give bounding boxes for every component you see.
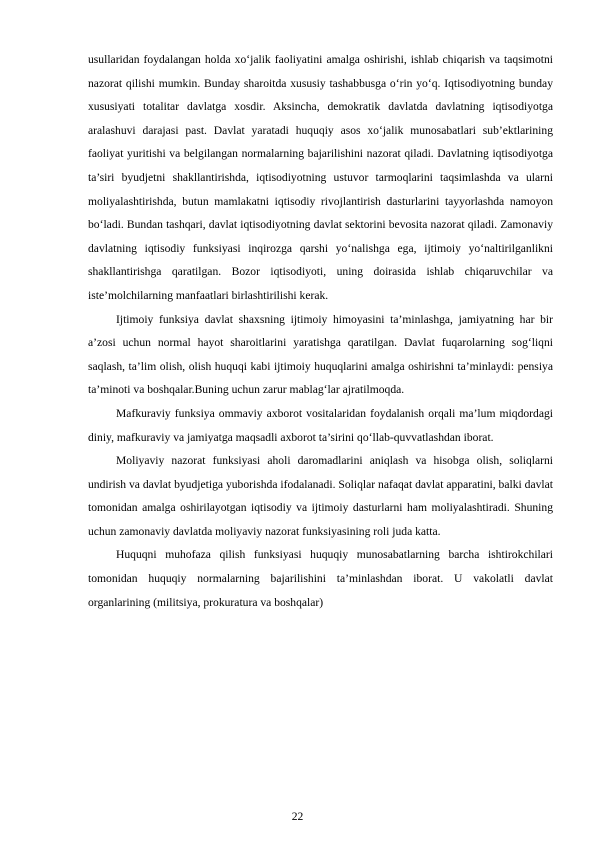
paragraph: Huquqni muhofaza qilish funksiyasi huquqiy munosabatlarning barcha ishtirokchilari tomonidan huquqiy normalarning bajarilishini ta’minlashdan iborat. U vakolatli davlat organlarining (militsiya, prokuratura va boshqalar) [88,548,553,609]
paragraph: Moliyaviy nazorat funksiyasi aholi daromadlarini aniqlash va hisobga olish, soliqlarni undirish va davlat byudjetiga yuborishda ifodalanadi. Soliqlar nafaqat davlat apparatini, balki davlat tomonidan amalga oshirilayotgan iqtisodiy va ijtimoiy dasturlarni ham moliyalashtiradi. Shuning uchun zamonaviy davlatda moliyaviy nazorat funksiyasining roli juda katta. [88,454,553,538]
paragraph: Ijtimoiy funksiya davlat shaxsning ijtimoiy himoyasini ta’minlashga, jamiyatning har bir a’zosi uchun normal hayot sharoitlarini yaratishga qaratilgan. Davlat fuqarolarning sog‘liqni saqlash, ta’lim olish, olish huquqi kabi ijtimoiy huquqlarini amalga oshirishni ta’minlaydi: pensiya ta’minoti va boshqalar.Buning uchun zarur mablag‘lar ajratilmoqda. [88,312,553,397]
document-page [88,48,553,614]
paragraph: Mafkuraviy funksiya ommaviy axborot vositalaridan foydalanish orqali ma’lum miqdordagi diniy, mafkuraviy va jamiyatga maqsadli axborot ta’sirini qo‘llab-quvvatlashdan iborat. [88,406,553,444]
paragraph: usullaridan foydalangan holda xo‘jalik faoliyatini amalga oshirishi, ishlab chiqarish va taqsimotni nazorat qilishi mumkin. Bunday sharoitda xususiy tashabbusga o‘rin yo‘q. Iqtisodiyotning bunday xususiyati totalitar davlatga xosdir. Aksincha, demokratik davlatda davlatning iqtisodiyotga aralashuvi darajasi past. Davlat yaratadi huquqiy asos xo‘jalik munosabatlari sub’ektlarining faoliyat yuritishi va belgilangan normalarning bajarilishini nazorat qiladi. Davlatning iqtisodiyotga ta’siri byudjetni shakllantirishda, iqtisodiyotning ustuvor tarmoqlarini taqsimlashda va ularni moliyalashtirishda, butun mamlakatni iqtisodiy rivojlantirish dasturlarini tayyorlashda namoyon bo‘ladi. Bundan tashqari, davlat iqtisodiyotning davlat sektorini bevosita nazorat qiladi. Zamonaviy davlatning iqtisodiy funksiyasi inqirozga qarshi yo‘nalishga ega, ijtimoiy yo‘naltirilganlikni shakllantirishga qaratilgan. Bozor iqtisodiyoti, uning doirasida ishlab chiqaruvchilar va iste’molchilarning manfaatlari birlashtirilishi kerak. [88,53,553,302]
page-number: 22 [291,810,304,823]
